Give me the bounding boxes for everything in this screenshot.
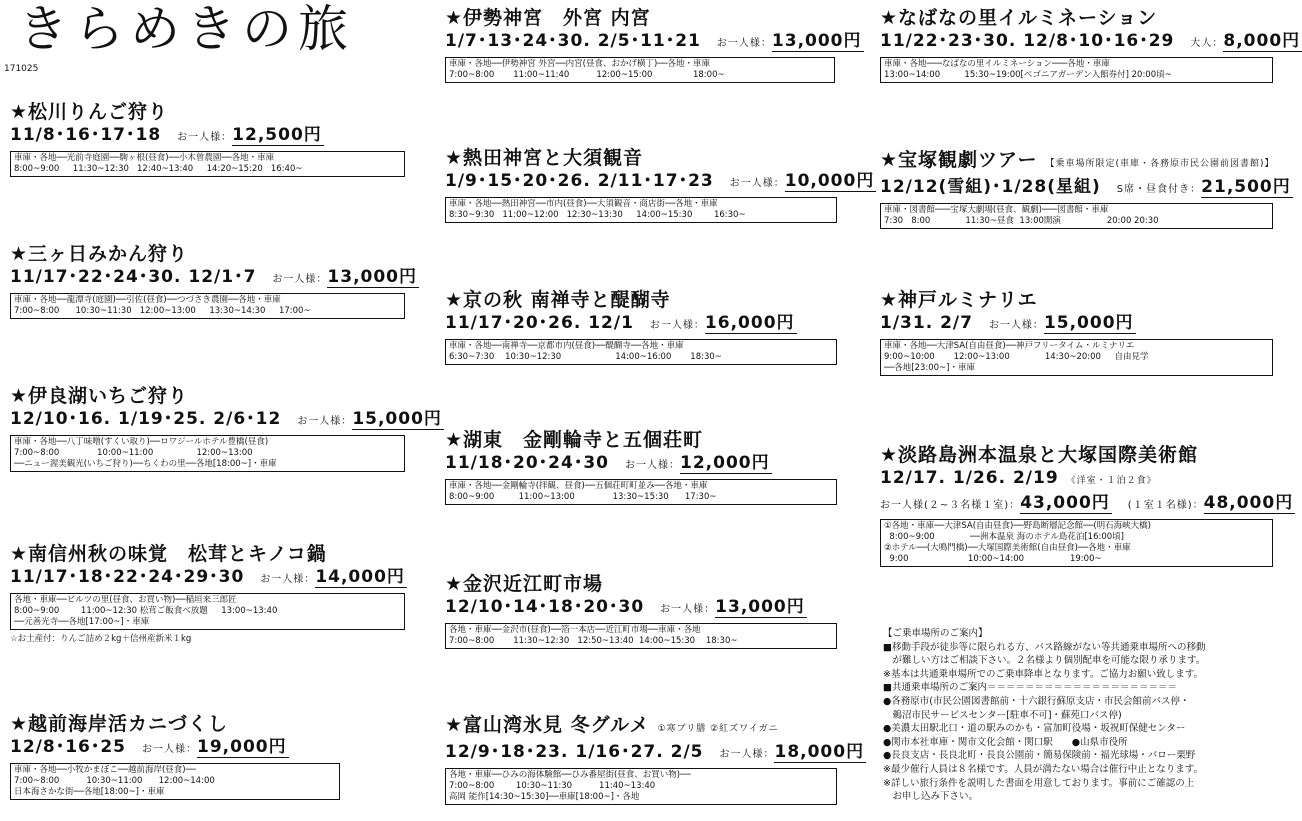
tour-dates-text: 1/31. 2/7 xyxy=(880,313,973,333)
tour-title-text: ★なばなの里イルミネーション xyxy=(880,7,1158,29)
tour-title-text: ★宝塚観劇ツアー xyxy=(880,149,1038,171)
tour-0 xyxy=(10,100,405,177)
tour-title xyxy=(445,428,837,452)
itinerary-line: 各地・車庫──ひみの海体験館──ひみ番屋街(昼食、お買い物)── xyxy=(449,770,691,780)
tour-dates xyxy=(880,467,1273,492)
price-value: 13,000円 xyxy=(715,597,805,617)
itinerary-line: 8:00~9:00 ──洲本温泉 海のホテル島花泊[16:00頃] xyxy=(884,532,1124,542)
tour-note: ☆お土産付：りんご詰め２kg＋信州産新米１kg xyxy=(10,634,192,644)
tour-1 xyxy=(10,242,418,319)
price-value: 18,000円 xyxy=(774,742,865,762)
tour-dates-text: 11/8･16･17･18 xyxy=(10,125,162,145)
itinerary-line: 高岡 能作[14:30~15:30]──車庫[18:00~]・各地 xyxy=(449,792,640,802)
itinerary-line: 車庫・各地──伊勢神宮 外宮──内宮(昼食、おかげ横丁)──各地・車庫 xyxy=(449,59,711,69)
tour-title-sub: 【乗車場所限定(車庫・各務原市民公園前図書館)】 xyxy=(1045,159,1275,169)
price-value: 12,000円 xyxy=(680,453,770,473)
info-line: ※基本は共通乗車場所でのご乗車降車となります。ご協力お願い致します。 xyxy=(883,668,1203,680)
itinerary-line: 7:30 8:00 11:30~昼食 13:00開演 20:00 20:30 xyxy=(884,216,1159,226)
tour-price xyxy=(729,171,877,191)
itinerary-line: 13:00~14:00 15:30~19:00[ベゴニアガーデン入館券付] 20:00頃~ xyxy=(884,70,1172,80)
tour-dates-text: 1/7･13･24･30. 2/5･11･21 xyxy=(445,31,701,51)
price-label: お一人様： xyxy=(719,749,775,760)
tour-dates-text: 11/18･20･24･30 xyxy=(445,453,609,473)
tour-title xyxy=(445,713,837,741)
tour-title xyxy=(445,146,837,170)
itinerary-box xyxy=(445,339,837,365)
price-value: 13,000円 xyxy=(771,31,862,51)
tour-dates xyxy=(880,176,1291,201)
tour-price xyxy=(988,313,1136,333)
price-label: S席・昼食付き： xyxy=(1116,184,1202,195)
boarding-info xyxy=(883,627,1275,804)
price-value: 15,000円 xyxy=(352,409,442,429)
tour-dates xyxy=(445,312,837,337)
tour-dates xyxy=(10,124,405,149)
tour-dates-sub: 《洋室・１泊２食》 xyxy=(1066,476,1157,486)
info-line: ※詳しい旅行条件を説明した書面を用意しております。事前にご確認の上 xyxy=(883,777,1195,789)
itinerary-box xyxy=(445,197,837,223)
tour-title xyxy=(10,100,405,124)
tour-title xyxy=(10,242,405,266)
tour-dates xyxy=(10,736,340,761)
itinerary-box xyxy=(880,519,1273,567)
price-value: 21,500円 xyxy=(1201,177,1291,197)
itinerary-line: 各地・車庫──金沢市(昼食)──箔一本店──近江町市場──車庫・各地 xyxy=(449,625,701,635)
tour-title xyxy=(445,288,837,312)
price-value: 13,000円 xyxy=(327,267,418,287)
info-line: が難しい方はご相談下さい。２名様より個別配車を可能な限り承ります。 xyxy=(883,655,1206,667)
tour-title-text: ★越前海岸活カニづくし xyxy=(10,713,229,735)
itinerary-line: ──各地[23:00~]・車庫 xyxy=(884,363,975,373)
tour-4 xyxy=(10,712,340,800)
price-value: 19,000円 xyxy=(197,737,287,757)
price-value: 12,500円 xyxy=(232,125,322,145)
tour-dates-text: 12/9･18･23. 1/16･27. 2/5 xyxy=(445,742,704,762)
tour-dates-text: 12/8･16･25 xyxy=(10,737,127,757)
tour-title xyxy=(10,542,405,566)
price-value: 15,000円 xyxy=(1043,313,1134,333)
price-label: お一人様： xyxy=(729,178,785,189)
info-line: ●美濃太田駅北口・道の駅みのかも・富加町役場・坂祝町保健センター xyxy=(883,723,1186,735)
itinerary-line: ──元善光寺──各地[17:00~]・車庫 xyxy=(14,617,150,627)
tour-12 xyxy=(880,148,1291,229)
tour-price xyxy=(649,313,797,333)
itinerary-line: 8:00~9:00 11:30~12:30 12:40~13:40 14:20~15:20 16:40~ xyxy=(14,164,303,174)
price-value: 48,000円 xyxy=(1203,493,1294,513)
tour-title xyxy=(880,443,1273,467)
tour-title-text: ★金沢近江町市場 xyxy=(445,573,604,595)
tour-title xyxy=(10,384,405,408)
tour-7 xyxy=(445,288,837,365)
price-label: お一人様： xyxy=(716,38,772,49)
itinerary-line: 車庫・各地──大津SA(自由昼食)──神戸フリータイム・ルミナリエ xyxy=(884,341,1135,351)
info-line: ●長良支店・長良北町・長良公園前・簡易保険前・福光球場・バロー栗野 xyxy=(883,750,1196,762)
price-label: お一人様： xyxy=(625,460,680,471)
itinerary-line: ──ニュー渥美観光(いちご狩り)──ちくわの里──各地[18:00~]・車庫 xyxy=(14,459,277,469)
itinerary-box xyxy=(10,293,405,319)
tour-title-sub: ①寒ブリ膳 ②紅ズワイガニ xyxy=(657,724,779,734)
price-value: 43,000円 xyxy=(1020,493,1110,513)
itinerary-line: 7:00~8:00 10:30~11:30 11:40~13:40 xyxy=(449,781,656,791)
tour-title-text: ★南信州秋の味覚 松茸とキノコ鍋 xyxy=(10,543,327,565)
info-line: ※最少催行人員は８名様です。人員が満たない場合は催行中止となります。 xyxy=(883,763,1203,775)
info-line: 【ご乗車場所のご案内】 xyxy=(883,628,988,639)
document-code: 171025 xyxy=(4,64,39,74)
tour-2 xyxy=(10,384,442,472)
tour-price xyxy=(272,267,419,287)
price-label: お一人様： xyxy=(177,132,233,143)
tour-dates-text: 12/12(雪組)･1/28(星組) xyxy=(880,177,1101,197)
itinerary-box xyxy=(880,203,1273,229)
tour-title-text: ★淡路島洲本温泉と大塚国際美術館 xyxy=(880,444,1199,466)
tour-5 xyxy=(445,6,862,83)
tour-price xyxy=(880,493,1112,513)
price-label: お一人様： xyxy=(297,416,353,427)
tour-dates xyxy=(445,170,875,195)
tour-dates xyxy=(10,408,442,433)
tour-6 xyxy=(445,146,875,223)
price-value: 16,000円 xyxy=(704,313,795,333)
itinerary-line: 車庫・図書館───宝塚大劇場(昼食、観劇)───図書館・車庫 xyxy=(884,205,1109,215)
tour-title xyxy=(445,6,835,30)
tour-dates-text: 12/10･16. 1/19･25. 2/6･12 xyxy=(10,409,282,429)
tour-title xyxy=(880,148,1273,176)
tour-title-text: ★伊良湖いちご狩り xyxy=(10,385,189,407)
itinerary-line: 車庫・各地──熱田神宮──市内(昼食)──大須観音・商店街──各地・車庫 xyxy=(449,199,718,209)
tour-price xyxy=(260,567,407,587)
tour-11 xyxy=(880,6,1301,83)
itinerary-line: 車庫・各地──龍潭寺(庭園)──引佐(昼食)──つづさき農園──各地・車庫 xyxy=(14,295,281,305)
itinerary-box xyxy=(445,623,837,649)
tour-title xyxy=(445,572,837,596)
tour-dates-text: 11/17･20･26. 12/1 xyxy=(445,313,634,333)
itinerary-line: 車庫・各地──金剛輪寺(拝観、昼食)──五個荘町町並み──各地・車庫 xyxy=(449,481,708,491)
tour-8 xyxy=(445,428,837,505)
itinerary-box xyxy=(10,763,340,800)
tour-dates xyxy=(445,452,837,477)
itinerary-box xyxy=(445,768,837,805)
tour-price xyxy=(1127,493,1295,513)
itinerary-line: 車庫・各地──小牧かまぼこ──越前海岸(昼食)── xyxy=(14,765,196,775)
info-line: お申し込み下さい。 xyxy=(883,791,979,803)
price-value: 8,000円 xyxy=(1223,31,1301,51)
tour-price xyxy=(719,742,866,762)
tour-price xyxy=(1116,177,1293,197)
price-label: お一人様： xyxy=(260,574,316,585)
itinerary-line: 7:00~8:00 11:30~12:30 12:50~13:40 14:00~15:30 18:30~ xyxy=(449,636,738,646)
itinerary-box xyxy=(880,339,1273,376)
tour-title xyxy=(880,288,1273,312)
tour-price xyxy=(1190,31,1302,51)
price-value: 10,000円 xyxy=(784,171,875,191)
tour-price-row xyxy=(880,492,1294,517)
tour-title-text: ★湖東 金剛輪寺と五個荘町 xyxy=(445,429,704,451)
itinerary-box xyxy=(880,57,1273,83)
tour-title-text: ★熱田神宮と大須観音 xyxy=(445,147,644,169)
tour-price xyxy=(177,125,324,145)
itinerary-line: ②ホテル──(大鳴門橋)──大塚国際美術館(自由昼食)──各地・車庫 xyxy=(884,543,1131,553)
tour-price xyxy=(716,31,864,51)
price-label: お一人様： xyxy=(272,274,328,285)
tour-title-text: ★伊勢神宮 外宮 内宮 xyxy=(445,7,651,29)
price-label: お一人様： xyxy=(988,320,1044,331)
itinerary-line: 8:30~9:30 11:00~12:00 12:30~13:30 14:00~15:30 16:30~ xyxy=(449,210,746,220)
price-value: 14,000円 xyxy=(315,567,405,587)
info-line: ■共通乗車場所のご案内＝＝＝＝＝＝＝＝＝＝＝＝＝＝＝＝＝＝＝＝ xyxy=(883,682,1177,694)
info-line: ■移動手段が徒歩等に限られる方、バス路線がない等共通乗車場所への移動 xyxy=(883,641,1206,653)
tour-dates xyxy=(445,596,837,621)
price-label: (１室１名様)： xyxy=(1127,500,1204,511)
itinerary-line: 車庫・各地──八丁味噌(すくい取り)──ロワジールホテル豊橋(昼食) xyxy=(14,437,269,447)
itinerary-box xyxy=(445,479,837,505)
tour-price xyxy=(625,453,772,473)
tour-3 xyxy=(10,542,405,644)
tour-price xyxy=(660,597,807,617)
tour-dates xyxy=(445,30,862,55)
tour-dates-text: 1/9･15･20･26. 2/11･17･23 xyxy=(445,171,714,191)
tour-dates xyxy=(880,312,1273,337)
itinerary-line: ①各地・車庫──大津SA(自由昼食)──野島断層記念館──(明石海峡大橋) xyxy=(884,521,1151,531)
tour-title-text: ★松川りんご狩り xyxy=(10,101,169,123)
tour-title-text: ★富山湾氷見 冬グルメ xyxy=(445,714,650,736)
tour-dates-text: 12/17. 1/26. 2/19 xyxy=(880,468,1059,488)
itinerary-box xyxy=(445,57,835,83)
tour-dates xyxy=(445,741,865,766)
itinerary-line: 7:00~8:00 10:30~11:30 12:00~13:00 13:30~14:30 17:00~ xyxy=(14,306,311,316)
tour-13 xyxy=(880,288,1273,376)
itinerary-line: 7:00~8:00 10:30~11:00 12:00~14:00 xyxy=(14,776,215,786)
itinerary-line: 車庫・各地──南禅寺──京都市内(昼食)──醍醐寺──各地・車庫 xyxy=(449,341,684,351)
itinerary-box xyxy=(10,151,405,177)
itinerary-line: 9:00 10:00~14:00 19:00~ xyxy=(884,554,1102,564)
tour-price xyxy=(297,409,444,429)
info-line: ●関市本社車庫・関市文化会館・関口駅 ●山県市役所 xyxy=(883,736,1128,748)
itinerary-line: 8:00~9:00 11:00~13:00 13:30~15:30 17:30~ xyxy=(449,492,717,502)
tour-title-text: ★三ヶ日みかん狩り xyxy=(10,243,189,265)
info-line: 鵜沼市民サービスセンター[駐車不可]・蘇苑口バス停) xyxy=(883,709,1122,721)
itinerary-line: 車庫・各地──光前寺庭園──駒ヶ根(昼食)──小木曽農園──各地・車庫 xyxy=(14,153,275,163)
tour-price xyxy=(142,737,289,757)
tour-dates-text: 11/17･18･22･24･29･30 xyxy=(10,567,245,587)
itinerary-line: 車庫・各地───なばなの里イルミネーション───各地・車庫 xyxy=(884,59,1110,69)
price-label: お一人様(２~３名様１室)： xyxy=(880,500,1021,511)
itinerary-line: 6:30~7:30 10:30~12:30 14:00~16:00 18:30~ xyxy=(449,352,722,362)
itinerary-line: 7:00~8:00 11:00~11:40 12:00~15:00 18:00~ xyxy=(449,70,725,80)
itinerary-line: 日本海さかな街──各地[18:00~]・車庫 xyxy=(14,787,165,797)
itinerary-line: 8:00~9:00 11:00~12:30 松茸ご飯食べ放題 13:00~13:40 xyxy=(14,606,278,616)
itinerary-line: 7:00~8:00 10:00~11:00 12:00~13:00 xyxy=(14,448,253,458)
itinerary-line: 各地・車庫──ビルツの里(昼食、お買い物)──稲垣来三郎匠 xyxy=(14,595,237,605)
tour-dates xyxy=(10,266,418,291)
tour-title xyxy=(10,712,340,736)
tour-title-text: ★京の秋 南禅寺と醍醐寺 xyxy=(445,289,671,311)
itinerary-box xyxy=(10,593,405,630)
price-label: お一人様： xyxy=(649,320,705,331)
itinerary-box xyxy=(10,435,405,472)
price-label: 大人： xyxy=(1190,38,1224,49)
tour-dates xyxy=(10,566,405,591)
tour-dates-text: 11/17･22･24･30. 12/1･7 xyxy=(10,267,257,287)
tour-9 xyxy=(445,572,837,649)
tour-10 xyxy=(445,713,865,805)
itinerary-line: 9:00~10:00 12:00~13:00 14:30~20:00 自由見学 xyxy=(884,352,1149,362)
tour-dates-text: 12/10･14･18･20･30 xyxy=(445,597,645,617)
tour-dates-text: 11/22･23･30. 12/8･10･16･29 xyxy=(880,31,1175,51)
price-label: お一人様： xyxy=(660,604,716,615)
price-label: お一人様： xyxy=(142,744,198,755)
info-line: ●各務原市(市民公園図書館前・十六銀行蘇原支店・市民会館前バス停・ xyxy=(883,695,1190,707)
tour-title xyxy=(880,6,1273,30)
tour-14 xyxy=(880,443,1294,567)
logo: きらめきの旅 xyxy=(18,0,354,58)
tour-title-text: ★神戸ルミナリエ xyxy=(880,289,1038,311)
tour-dates xyxy=(880,30,1301,55)
